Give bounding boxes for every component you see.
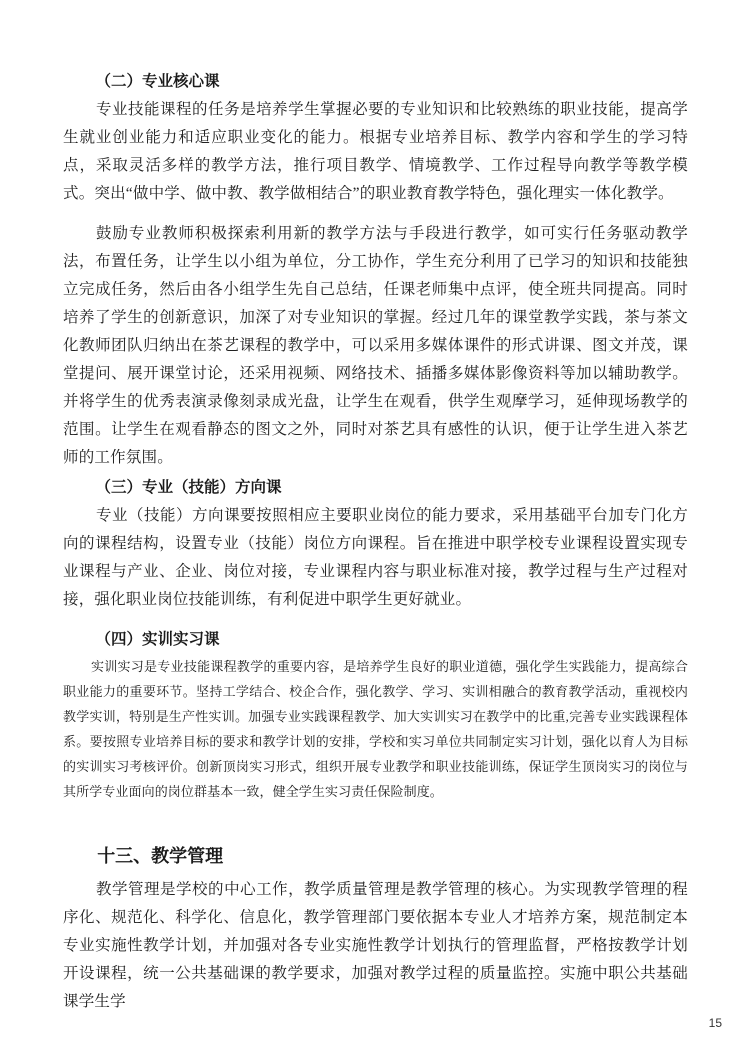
paragraph-training-internship: 实训实习是专业技能课程教学的重要内容，是培养学生良好的职业道德，强化学生实践能力，提高综合职业能力的重要环节。坚持工学结合、校企合作，强化教学、学习、实训相融合的教育教学活动，重视校内教学实训，特别是生产性实训。加强专业实践课程教学、加大实训实习在教学中的比重,完善专业实践课程体系。要按照专业培养目标的要求和教学计划的安排，学校和实习单位共同制定实习计划，强化以育人为目标的实训实习考核评价。创新顶岗实习形式，组织开展专业教学和职业技能训练，保证学生顶岗实习的岗位与其所学专业面向的岗位群基本一致，健全学生实习责任保险制度。 [63,659,688,799]
heading-training-internship-course: （四）实训实习课 [95,631,220,648]
paragraph-teaching-management: 教学管理是学校的中心工作，教学质量管理是教学管理的核心。为实现教学管理的程序化、规范化、科学化、信息化，教学管理部门要依据本专业人才培养方案，规范制定本专业实施性教学计划，并加强对各专业实施性教学计划执行的管理监督，严格按教学计划开设课程，统一公共基础课的教学要求，加强对教学过程的质量监控。实施中职公共基础课学生学 [63,881,688,1010]
heading-skill-direction-course: （三）专业（技能）方向课 [95,479,282,496]
paragraph-core-course-tasks: 专业技能课程的任务是培养学生掌握必要的专业知识和比较熟练的职业技能，提高学生就业创业能力和适应职业变化的能力。根据专业培养目标、教学内容和学生的学习特点，采取灵活多样的教学方法，推行项目教学、情境教学、工作过程导向教学等教学模式。突出“做中学、做中教、教学做相结合”的职业教育教学特色，强化理实一体化教学。 [63,101,688,202]
heading-chapter-teaching-management: 十三、教学管理 [97,846,224,866]
page-content [63,62,688,1016]
paragraph-teaching-methods-exploration: 鼓励专业教师积极探索利用新的教学方法与手段进行教学，如可实行任务驱动教学法，布置任务，让学生以小组为单位，分工协作，学生充分利用了已学习的知识和技能独立完成任务，然后由各小组学生先自己总结，任课老师集中点评，使全班共同提高。同时培养了学生的创新意识，加深了对专业知识的掌握。经过几年的课堂教学实践，茶与茶文化教师团队归纳出在茶艺课程的教学中，可以采用多媒体课件的形式讲课、图文并茂，课堂提问、展开课堂讨论，还采用视频、网络技术、插播多媒体影像资料等加以辅助教学。并将学生的优秀表演录像刻录成光盘，让学生在观看，供学生观摩学习，延伸现场教学的范围。让学生在观看静态的图文之外，同时对茶艺具有感性的认识，便于让学生进入茶艺师的工作氛围。 [63,225,688,466]
paragraph-skill-direction-course: 专业（技能）方向课要按照相应主要职业岗位的能力要求，采用基础平台加专门化方向的课程结构，设置专业（技能）岗位方向课程。旨在推进中职学校专业课程设置实现专业课程与产业、企业、岗位对接，专业课程内容与职业标准对接，教学过程与生产过程对接，强化职业岗位技能训练，有利促进中职学生更好就业。 [63,507,688,608]
heading-professional-core-course: （二）专业核心课 [95,73,220,90]
page-number: 15 [708,1016,722,1030]
